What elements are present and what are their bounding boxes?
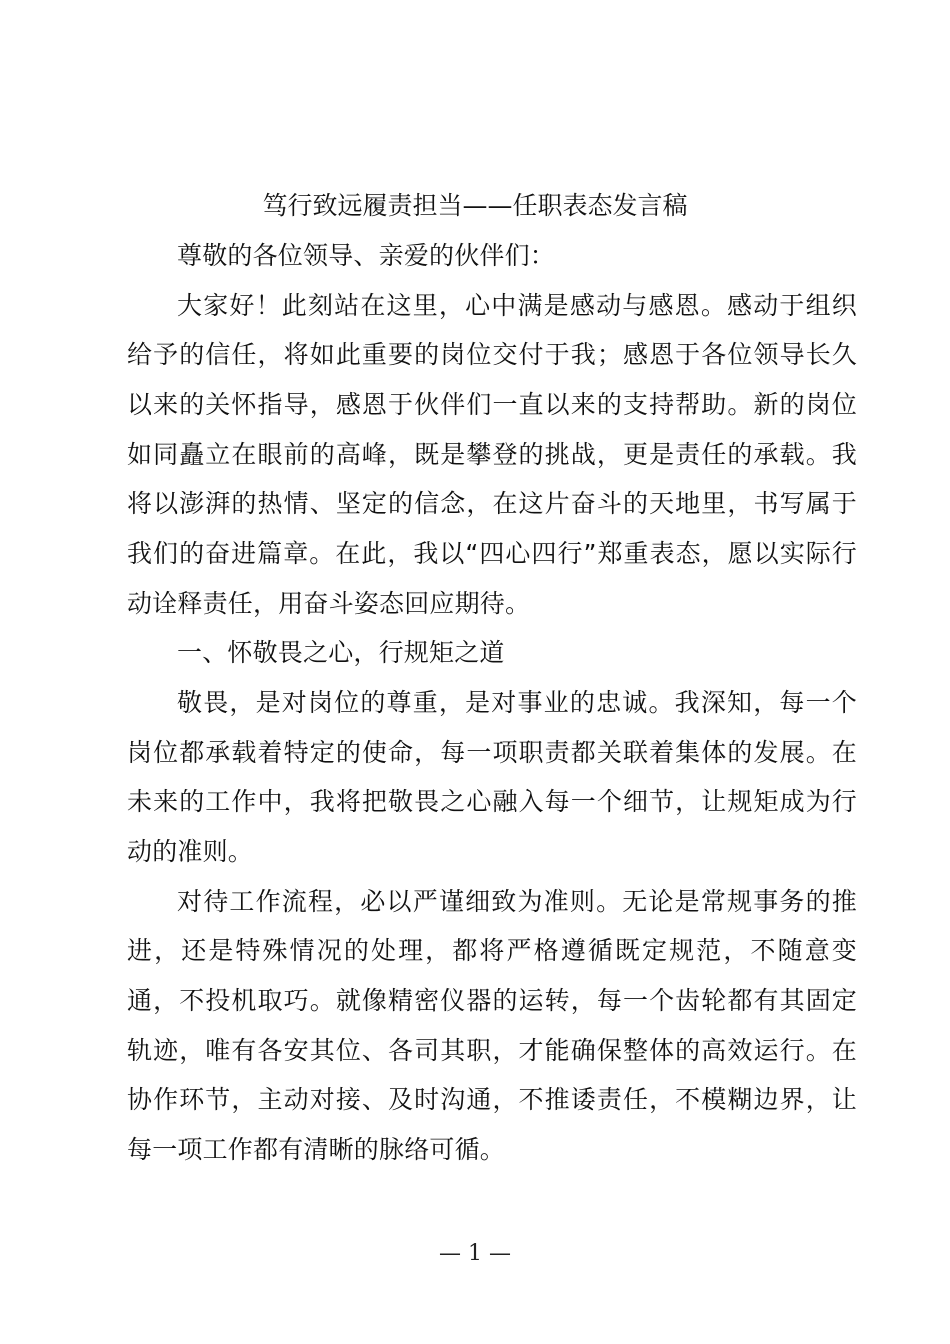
page-number: — 1 — bbox=[439, 1241, 511, 1266]
document-body bbox=[127, 231, 857, 1174]
section-heading: 一、怀敬畏之心，行规矩之道 bbox=[177, 638, 505, 668]
document-title: 笃行致远履责担当——任职表态发言稿 bbox=[262, 191, 688, 220]
salutation-paragraph: 尊敬的各位领导、亲爱的伙伴们： bbox=[177, 241, 556, 270]
body-paragraph: 对待工作流程，必以严谨细致为准则。无论是常规事务的推进，还是特殊情况的处理，都将严格遵循既定规范，不随意变通，不投机取巧。就像精密仪器的运转，每一个齿轮都有其固定轨迹，唯有各安其位、各司其职，才能确保整体的高效运行。在协作环节，主动对接、及时沟通，不推诿责任，不模糊边界，让每一项工作都有清晰的脉络可循。 bbox=[127, 886, 857, 1164]
body-paragraph: 敬畏，是对岗位的尊重，是对事业的忠诚。我深知，每一个岗位都承载着特定的使命，每一项职责都关联着集体的发展。在未来的工作中，我将把敬畏之心融入每一个细节，让规矩成为行动的准则。 bbox=[127, 687, 857, 866]
opening-paragraph: 大家好！此刻站在这里，心中满是感动与感恩。感动于组织给予的信任，将如此重要的岗位交付于我；感恩于各位领导长久以来的关怀指导，感恩于伙伴们一直以来的支持帮助。新的岗位如同矗立在眼前的高峰，既是攀登的挑战，更是责任的承载。我将以澎湃的热情、坚定的信念，在这片奋斗的天地里，书写属于我们的奋进篇章。在此，我以“四心四行”郑重表态，愿以实际行动诠释责任，用奋斗姿态回应期待。 bbox=[127, 290, 857, 618]
